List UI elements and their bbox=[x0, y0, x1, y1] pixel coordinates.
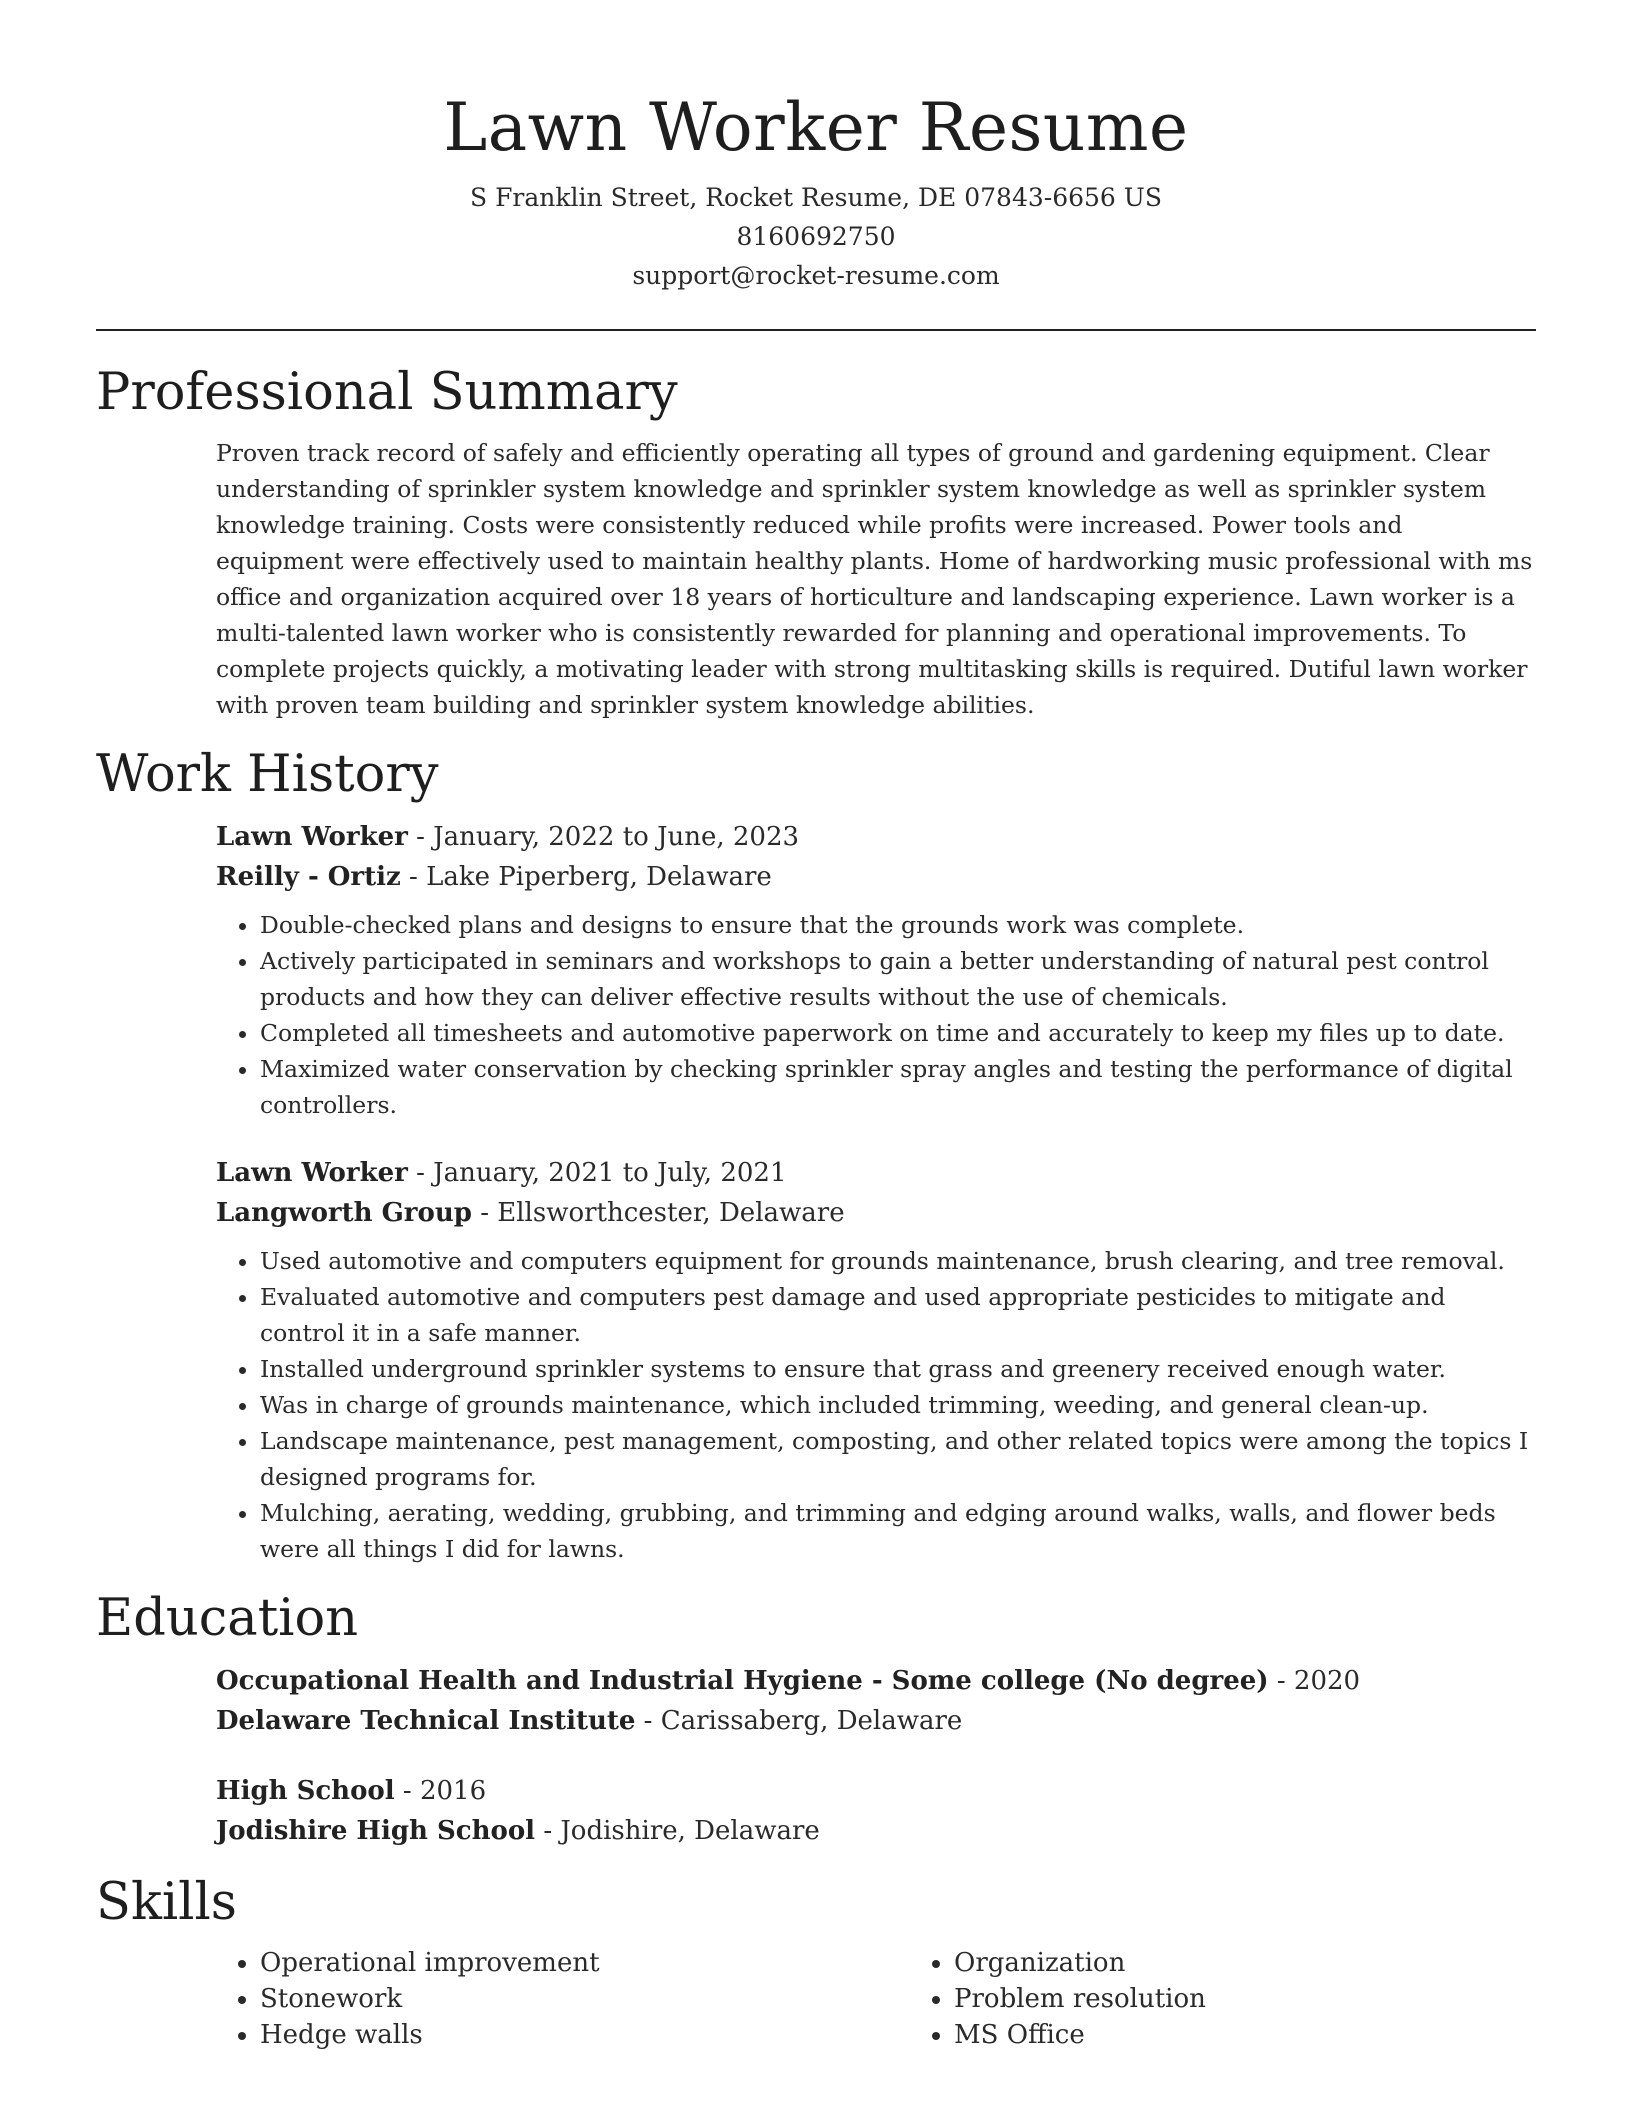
list-item: • Stonework bbox=[260, 1981, 910, 2017]
email: support@rocket-resume.com bbox=[632, 261, 1000, 290]
job-dates: - January, 2022 to June, 2023 bbox=[407, 822, 800, 852]
job-title-line bbox=[216, 817, 1536, 857]
graduation-year: - 2016 bbox=[394, 1776, 487, 1806]
skills-section bbox=[96, 1871, 1536, 2053]
address: S Franklin Street, Rocket Resume, DE 07843-6656 US bbox=[470, 183, 1162, 212]
degree: High School bbox=[216, 1776, 395, 1806]
job-company: Langworth Group bbox=[216, 1198, 472, 1228]
list-item: • Hedge walls bbox=[260, 2017, 910, 2053]
job-company: Reilly - Ortiz bbox=[216, 862, 401, 892]
list-item: • MS Office bbox=[954, 2017, 1536, 2053]
skills-columns bbox=[216, 1935, 1536, 2053]
job-dates: - January, 2021 to July, 2021 bbox=[407, 1158, 787, 1188]
list-item: • Installed underground sprinkler systems to ensure that grass and greenery received enough water. bbox=[260, 1351, 1536, 1387]
resume-header bbox=[96, 0, 1536, 295]
list-item: • Actively participated in seminars and workshops to gain a better understanding of natural pest control products and how they can deliver effective results without the use of chemicals. bbox=[260, 943, 1536, 1015]
education-entry bbox=[216, 1771, 1536, 1851]
degree-line bbox=[216, 1661, 1536, 1701]
school-line bbox=[216, 1811, 1536, 1851]
list-item: • Organization bbox=[954, 1945, 1536, 1981]
school-name: Delaware Technical Institute bbox=[216, 1706, 636, 1736]
school-line bbox=[216, 1701, 1536, 1741]
list-item: • Operational improvement bbox=[260, 1945, 910, 1981]
work-history-section bbox=[96, 743, 1536, 1567]
list-item: • Maximized water conservation by checking sprinkler spray angles and testing the performance of digital controllers. bbox=[260, 1051, 1536, 1123]
education-heading: Education bbox=[96, 1589, 359, 1648]
list-item: • Landscape maintenance, pest management, composting, and other related topics were among the topics I designed programs for. bbox=[260, 1423, 1536, 1495]
job-location: - Ellsworthcester, Delaware bbox=[471, 1198, 845, 1228]
job-location: - Lake Piperberg, Delaware bbox=[400, 862, 772, 892]
summary-heading: Professional Summary bbox=[96, 363, 678, 422]
job-bullets bbox=[216, 1243, 1536, 1567]
degree: Occupational Health and Industrial Hygiene - Some college (No degree) bbox=[216, 1666, 1269, 1696]
resume-page bbox=[96, 0, 1536, 2053]
school-location: - Jodishire, Delaware bbox=[535, 1816, 820, 1846]
skills-list-right bbox=[910, 1945, 1536, 2053]
job-company-line bbox=[216, 857, 1536, 897]
summary-section bbox=[96, 361, 1536, 723]
degree-line bbox=[216, 1771, 1536, 1811]
phone: 8160692750 bbox=[736, 222, 896, 251]
job-role: Lawn Worker bbox=[216, 1158, 408, 1188]
header-divider bbox=[96, 329, 1536, 331]
job-role: Lawn Worker bbox=[216, 822, 408, 852]
list-item: • Evaluated automotive and computers pest damage and used appropriate pesticides to mitigate and control it in a safe manner. bbox=[260, 1279, 1536, 1351]
job-company-line bbox=[216, 1193, 1536, 1233]
skills-heading: Skills bbox=[96, 1873, 237, 1932]
summary-text: Proven track record of safely and efficiently operating all types of ground and gardening equipment. Clear understanding of sprinkler system knowledge and sprinkler system knowledge as well as sprinkler system knowledge training. Costs were consistently reduced while profits were increased. Power tools and equipment were effectively used to maintain healthy plants. Home of hardworking music professional with ms office and organization acquired over 18 years of horticulture and landscaping experience. Lawn worker is a multi-talented lawn worker who is consistently rewarded for planning and operational improvements. To complete projects quickly, a motivating leader with strong multitasking skills is required. Dutiful lawn worker with proven team building and sprinkler system knowledge abilities. bbox=[216, 439, 1533, 719]
job-entry bbox=[216, 817, 1536, 1123]
job-title-line bbox=[216, 1153, 1536, 1193]
education-entry bbox=[216, 1661, 1536, 1741]
list-item: • Was in charge of grounds maintenance, which included trimming, weeding, and general clean-up. bbox=[260, 1387, 1536, 1423]
skills-list-left bbox=[216, 1945, 910, 2053]
contact-info bbox=[96, 178, 1536, 295]
list-item: • Mulching, aerating, wedding, grubbing, and trimming and edging around walks, walls, and flower beds were all things I did for lawns. bbox=[260, 1495, 1536, 1567]
job-bullets bbox=[216, 907, 1536, 1123]
job-entry bbox=[216, 1153, 1536, 1567]
list-item: • Double-checked plans and designs to ensure that the grounds work was complete. bbox=[260, 907, 1536, 943]
education-section bbox=[96, 1587, 1536, 1851]
school-location: - Carissaberg, Delaware bbox=[635, 1706, 963, 1736]
list-item: • Completed all timesheets and automotive paperwork on time and accurately to keep my files up to date. bbox=[260, 1015, 1536, 1051]
school-name: Jodishire High School bbox=[216, 1816, 536, 1846]
work-history-heading: Work History bbox=[96, 745, 439, 804]
list-item: • Problem resolution bbox=[954, 1981, 1536, 2017]
list-item: • Used automotive and computers equipment for grounds maintenance, brush clearing, and tree removal. bbox=[260, 1243, 1536, 1279]
graduation-year: - 2020 bbox=[1268, 1666, 1361, 1696]
resume-title: Lawn Worker Resume bbox=[443, 89, 1189, 166]
